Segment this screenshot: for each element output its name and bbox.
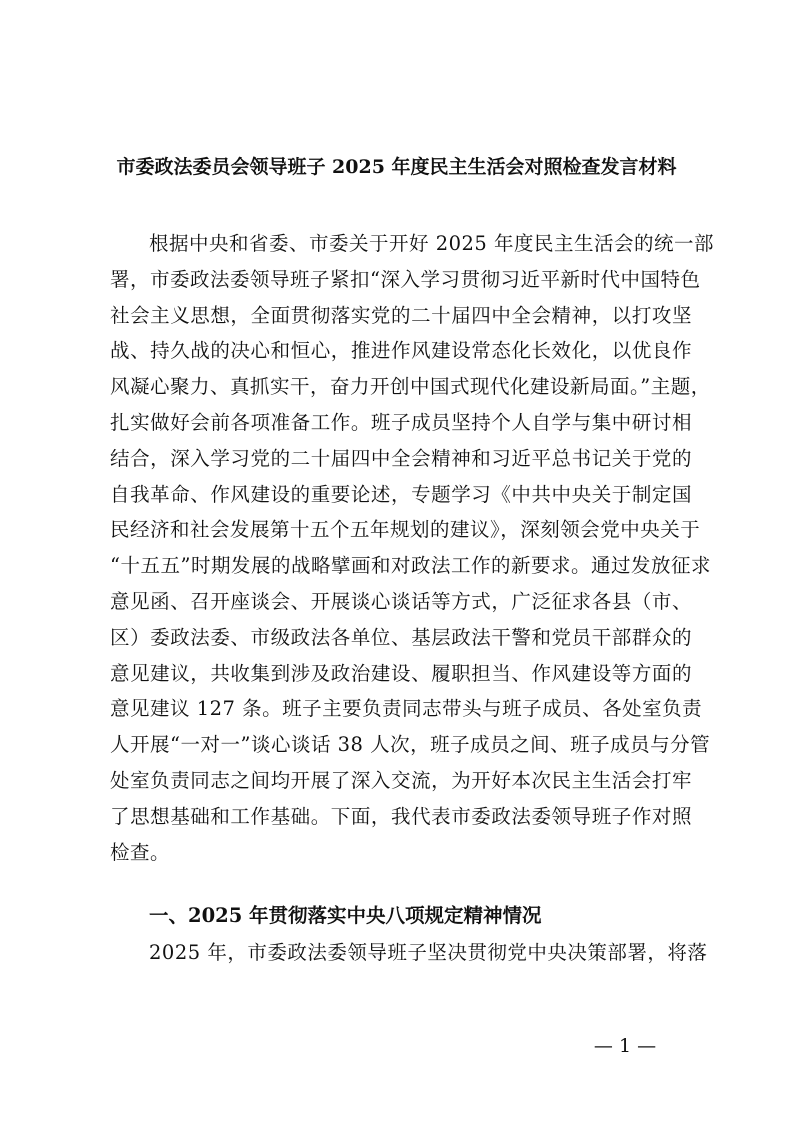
- paragraph-line: 风凝心聚力、真抓实干，奋力开创中国式现代化建设新局面。”主题，: [110, 375, 711, 399]
- paragraph-line: 根据中央和省委、市委关于开好 2025 年度民主生活会的统一部: [149, 232, 715, 255]
- paragraph-line: 意见建议 127 条。班子主要负责同志带头与班子成员、各处室负责: [110, 697, 703, 721]
- paragraph-line: 意见函、召开座谈会、开展谈心谈话等方式，广泛征求各县（市、: [110, 589, 692, 613]
- paragraph-line: 民经济和社会发展第十五个五年规划的建议》，深刻领会党中央关于: [110, 518, 701, 542]
- paragraph-line: 战、持久战的决心和恒心，推进作风建设常态化长效化，以优良作: [110, 339, 692, 363]
- page-number: — 1 —: [593, 1035, 657, 1057]
- intro-paragraph: [110, 226, 715, 870]
- paragraph-line: 自我革命、作风建设的重要论述，专题学习《中共中央关于制定国: [110, 482, 692, 506]
- paragraph-line: 意见建议，共收集到涉及政治建设、履职担当、作风建设等方面的: [110, 661, 692, 685]
- document-title: 市委政法委员会领导班子 2025 年度民主生活会对照检查发言材料: [116, 156, 677, 178]
- paragraph-line: 扎实做好会前各项准备工作。班子成员坚持个人自学与集中研讨相: [110, 410, 692, 434]
- paragraph-line: 检查。: [110, 840, 171, 864]
- section-paragraph-line: 2025 年，市委政法委领导班子坚决贯彻党中央决策部署，将落: [149, 941, 708, 964]
- paragraph-line: 结合，深入学习党的二十届四中全会精神和习近平总书记关于党的: [110, 446, 692, 470]
- paragraph-line: 了思想基础和工作基础。下面，我代表市委政法委领导班子作对照: [110, 804, 692, 828]
- section-heading: 一、2025 年贯彻落实中央八项规定精神情况: [149, 904, 542, 927]
- paragraph-line: 区）委政法委、市级政法各单位、基层政法干警和党员干部群众的: [110, 625, 692, 649]
- paragraph-line: “十五五”时期发展的战略擘画和对政法工作的新要求。通过发放征求: [110, 554, 711, 578]
- paragraph-line: 社会主义思想，全面贯彻落实党的二十届四中全会精神，以打攻坚: [110, 303, 692, 327]
- paragraph-line: 人开展“一对一”谈心谈话 38 人次，班子成员之间、班子成员与分管: [110, 733, 711, 757]
- paragraph-line: 署，市委政法委领导班子紧扣“深入学习贯彻习近平新时代中国特色: [110, 267, 701, 291]
- paragraph-line: 处室负责同志之间均开展了深入交流，为开好本次民主生活会打牢: [110, 768, 692, 792]
